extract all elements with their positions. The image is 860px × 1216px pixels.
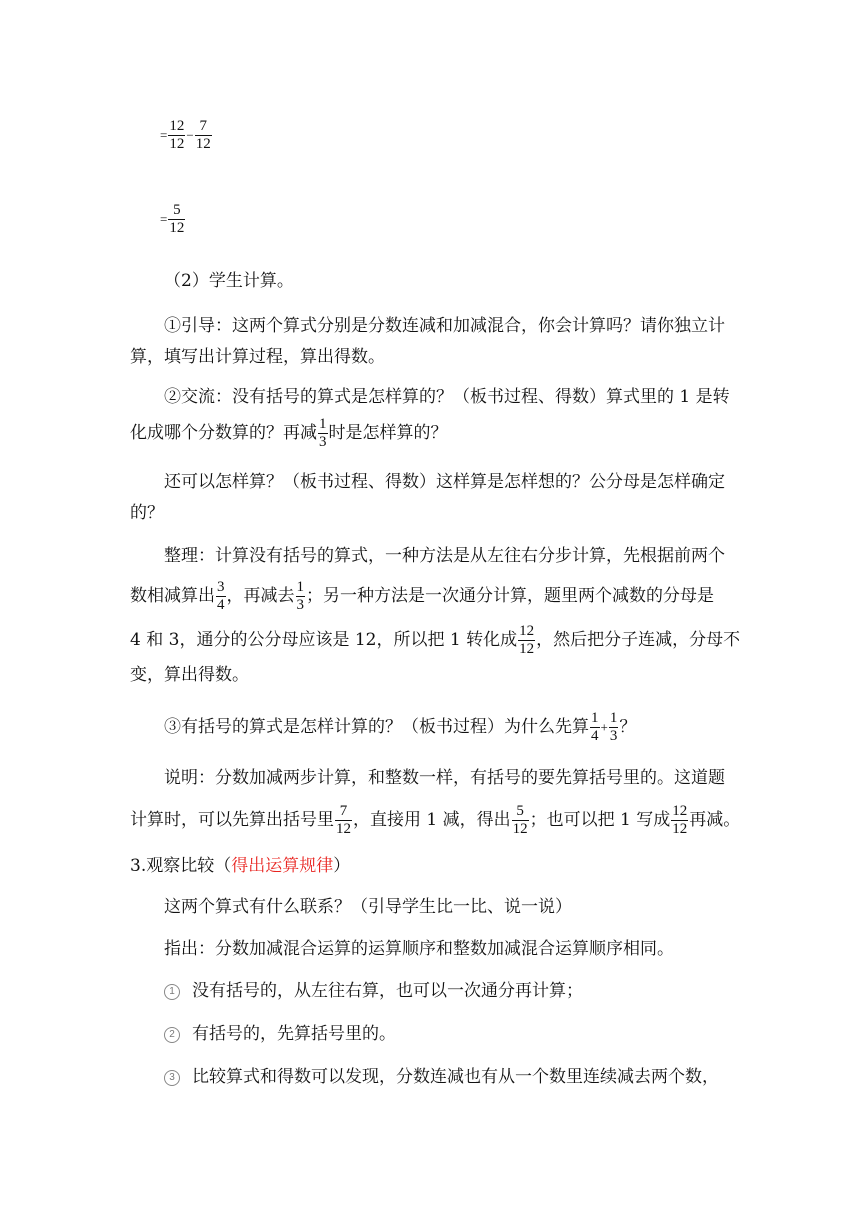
- equals-sign: =: [160, 127, 168, 143]
- plus-sign: +: [600, 719, 608, 735]
- fraction: $\frac{1}{3}$: [609, 710, 618, 744]
- fraction: $\frac{5}{12}$: [169, 202, 185, 236]
- equation-step-1: [160, 118, 213, 153]
- equation-step-2: [160, 202, 186, 237]
- fraction: $\frac{1}{4}$: [591, 710, 599, 744]
- minus-sign: −: [186, 127, 194, 143]
- equals-sign: =: [160, 211, 168, 227]
- circled-number: 3: [164, 1070, 180, 1086]
- fraction: $\frac{12}{12}$: [672, 803, 688, 837]
- fraction: $\frac{7}{12}$: [336, 803, 351, 837]
- fraction: $\frac{5}{12}$: [512, 803, 528, 837]
- fraction: $\frac{12}{12}$: [169, 118, 185, 152]
- fraction: $\frac{1}{3}$: [319, 416, 327, 450]
- circled-number: 1: [164, 984, 180, 1000]
- fraction: $\frac{12}{12}$: [519, 623, 535, 657]
- fraction: $\frac{3}{4}$: [217, 579, 225, 613]
- fraction: $\frac{7}{12}$: [195, 118, 211, 152]
- fraction: $\frac{1}{3}$: [296, 579, 304, 613]
- circled-number: 2: [164, 1027, 180, 1043]
